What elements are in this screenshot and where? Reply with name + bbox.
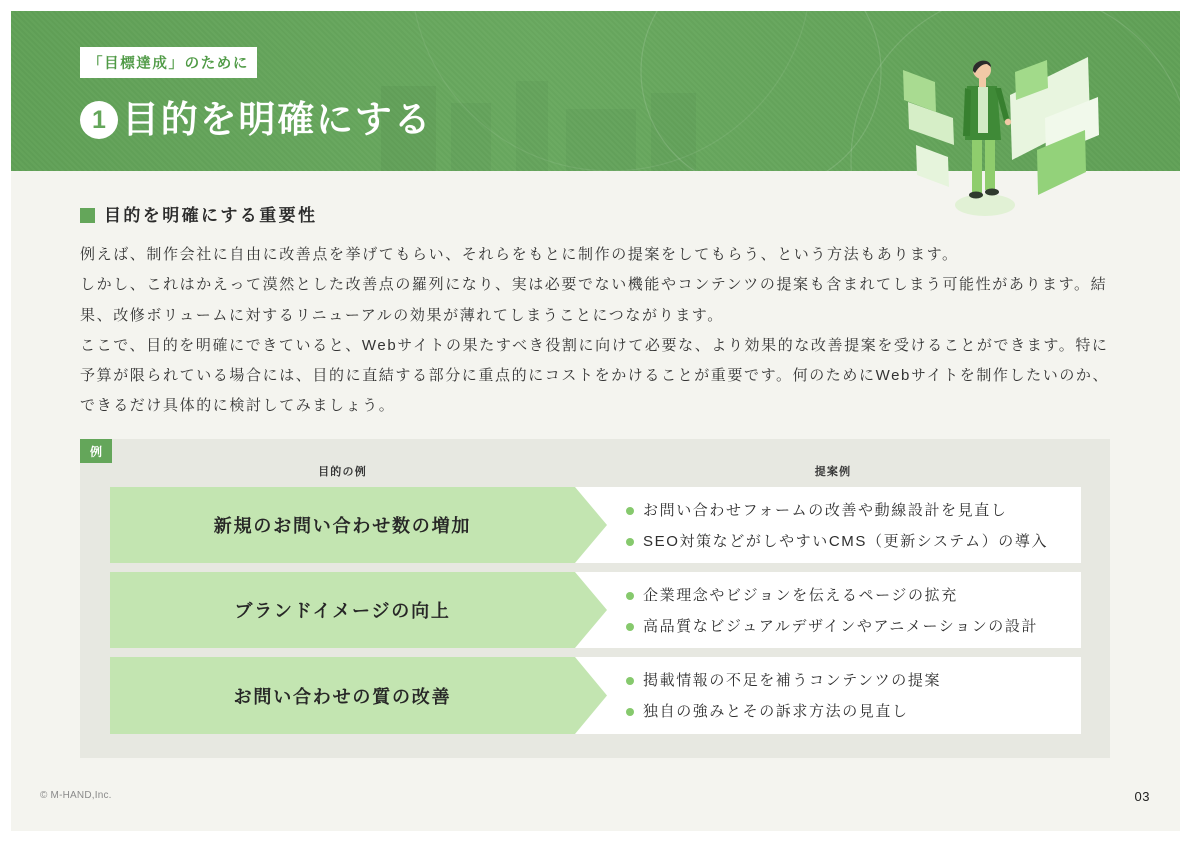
bullet-dot-icon (626, 708, 634, 716)
proposal-text: 高品質なビジュアルデザインやアニメーションの設計 (643, 618, 1039, 635)
bullet-dot-icon (626, 677, 634, 685)
person-shoe (969, 192, 983, 199)
proposal-list (626, 580, 1038, 642)
person-figure (963, 61, 1011, 199)
floor-shadow (955, 194, 1015, 216)
chapter-label: 「目標達成」のために (80, 47, 257, 78)
paragraph: ここで、目的を明確にできていると、Webサイトの果たすべき役割に向けて必要な、より効果的な改善提案を受けることができます。特に予算が限られている場合には、目的に直結する部分に重点的にコストをかけることが重要です。何のためにWebサイトを制作したいのか、できるだけ具体的に検討してみましょう。 (80, 336, 1110, 415)
proposal-text: SEO対策などがしやすいCMS（更新システム）の導入 (643, 533, 1049, 550)
proposal-text: 独自の強みとその訴求方法の見直し (643, 703, 909, 720)
section-number-badge: 1 (80, 101, 118, 139)
goal-text: お問い合わせの質の改善 (233, 686, 452, 707)
proposal-text: お問い合わせフォームの改善や動線設計を見直し (643, 502, 1008, 519)
proposal-item (626, 665, 941, 696)
copyright-text: © M-HAND,Inc. (40, 790, 112, 801)
example-row (110, 657, 1081, 734)
paragraph: しかし、これはかえって漠然とした改善点の羅列になり、実は必要でない機能やコンテンツの提案も含まれてしまう可能性があります。結果、改修ボリュームに対するリニューアルの効果が薄れてしまうことにつながります。 (80, 276, 1108, 324)
goal-text: ブランドイメージの向上 (234, 601, 451, 621)
page-number: 03 (1134, 789, 1150, 804)
proposal-list (626, 495, 1048, 557)
person-leg (972, 138, 982, 193)
proposal-item (626, 526, 1048, 557)
proposal-item (626, 580, 1038, 611)
proposal-item (626, 495, 1048, 526)
bullet-dot-icon (626, 507, 634, 515)
column-header-goal: 目的の例 (318, 466, 367, 478)
column-header-proposal: 提案例 (814, 466, 852, 478)
person-hand (1005, 119, 1011, 125)
paragraph: 例えば、制作会社に自由に改善点を挙げてもらい、それらをもとに制作の提案をしてもらう、という方法もあります。 (80, 246, 959, 263)
body-text (80, 240, 1120, 422)
goal-text: 新規のお問い合わせ数の増加 (213, 516, 472, 536)
header-decor-block (566, 109, 636, 171)
proposal-text: 掲載情報の不足を補うコンテンツの提案 (643, 672, 942, 689)
bullet-dot-icon (626, 538, 634, 546)
bullet-dot-icon (626, 623, 634, 631)
proposal-item (626, 696, 941, 727)
person-leg (985, 138, 995, 190)
person-shirt (978, 87, 988, 133)
person-illustration (895, 50, 1110, 220)
floating-panel (916, 145, 949, 187)
header-decor-block (516, 81, 548, 171)
example-row (110, 572, 1081, 648)
example-tag: 例 (80, 439, 112, 463)
heading-square-icon (80, 208, 95, 223)
proposal-text: 企業理念やビジョンを伝えるページの拡充 (643, 587, 958, 604)
floating-panel (903, 70, 936, 112)
page-title: 目的を明確にする (122, 99, 433, 140)
section-heading: 目的を明確にする重要性 (104, 206, 318, 225)
person-arm (963, 88, 971, 136)
proposal-list (626, 665, 941, 727)
proposal-item (626, 611, 1038, 642)
bullet-dot-icon (626, 592, 634, 600)
example-row (110, 487, 1081, 563)
person-shoe (985, 189, 999, 196)
